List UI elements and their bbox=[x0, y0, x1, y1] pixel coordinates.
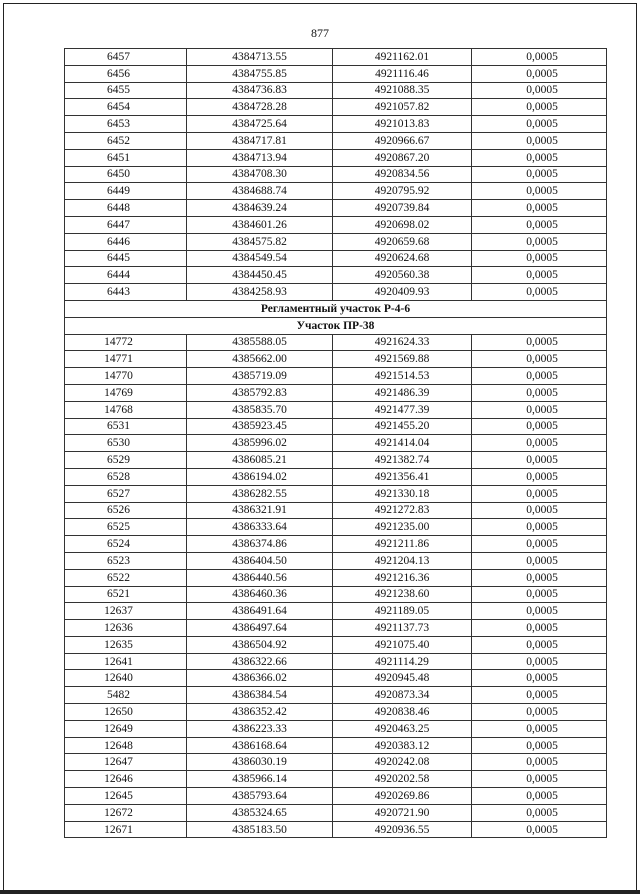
value-cell: 0,0005 bbox=[472, 82, 607, 99]
x-coordinate-cell: 4384713.94 bbox=[187, 149, 333, 166]
subsection-title: Участок ПР-38 bbox=[65, 317, 607, 334]
point-number-cell: 6448 bbox=[65, 200, 187, 217]
point-number-cell: 6528 bbox=[65, 468, 187, 485]
point-number-cell: 6455 bbox=[65, 82, 187, 99]
value-cell: 0,0005 bbox=[472, 620, 607, 637]
point-number-cell: 12647 bbox=[65, 754, 187, 771]
point-number-cell: 6524 bbox=[65, 536, 187, 553]
x-coordinate-cell: 4384688.74 bbox=[187, 183, 333, 200]
value-cell: 0,0005 bbox=[472, 452, 607, 469]
value-cell: 0,0005 bbox=[472, 720, 607, 737]
point-number-cell: 6453 bbox=[65, 116, 187, 133]
point-number-cell: 12646 bbox=[65, 771, 187, 788]
y-coordinate-cell: 4921235.00 bbox=[333, 519, 472, 536]
table-row bbox=[65, 586, 607, 603]
x-coordinate-cell: 4386504.92 bbox=[187, 636, 333, 653]
value-cell: 0,0005 bbox=[472, 670, 607, 687]
table-row bbox=[65, 418, 607, 435]
point-number-cell: 14768 bbox=[65, 401, 187, 418]
x-coordinate-cell: 4384549.54 bbox=[187, 250, 333, 267]
x-coordinate-cell: 4386440.56 bbox=[187, 569, 333, 586]
point-number-cell: 12672 bbox=[65, 804, 187, 821]
x-coordinate-cell: 4384450.45 bbox=[187, 267, 333, 284]
x-coordinate-cell: 4384601.26 bbox=[187, 216, 333, 233]
value-cell: 0,0005 bbox=[472, 233, 607, 250]
table-body-first bbox=[65, 49, 607, 301]
table-row bbox=[65, 132, 607, 149]
x-coordinate-cell: 4386030.19 bbox=[187, 754, 333, 771]
y-coordinate-cell: 4920698.02 bbox=[333, 216, 472, 233]
table-row bbox=[65, 435, 607, 452]
table-row bbox=[65, 603, 607, 620]
table-row bbox=[65, 250, 607, 267]
table-row bbox=[65, 49, 607, 66]
table-row bbox=[65, 65, 607, 82]
y-coordinate-cell: 4921216.36 bbox=[333, 569, 472, 586]
table-row bbox=[65, 552, 607, 569]
y-coordinate-cell: 4921382.74 bbox=[333, 452, 472, 469]
value-cell: 0,0005 bbox=[472, 284, 607, 301]
point-number-cell: 12650 bbox=[65, 704, 187, 721]
table-body-second bbox=[65, 334, 607, 838]
value-cell: 0,0005 bbox=[472, 552, 607, 569]
table-row bbox=[65, 670, 607, 687]
value-cell: 0,0005 bbox=[472, 368, 607, 385]
table-row bbox=[65, 233, 607, 250]
x-coordinate-cell: 4384708.30 bbox=[187, 166, 333, 183]
x-coordinate-cell: 4385835.70 bbox=[187, 401, 333, 418]
x-coordinate-cell: 4386384.54 bbox=[187, 687, 333, 704]
table-row bbox=[65, 351, 607, 368]
y-coordinate-cell: 4921189.05 bbox=[333, 603, 472, 620]
y-coordinate-cell: 4920945.48 bbox=[333, 670, 472, 687]
y-coordinate-cell: 4920202.58 bbox=[333, 771, 472, 788]
x-coordinate-cell: 4385996.02 bbox=[187, 435, 333, 452]
x-coordinate-cell: 4385793.64 bbox=[187, 788, 333, 805]
table-row bbox=[65, 99, 607, 116]
value-cell: 0,0005 bbox=[472, 49, 607, 66]
value-cell: 0,0005 bbox=[472, 519, 607, 536]
x-coordinate-cell: 4385324.65 bbox=[187, 804, 333, 821]
y-coordinate-cell: 4921272.83 bbox=[333, 502, 472, 519]
value-cell: 0,0005 bbox=[472, 687, 607, 704]
table-row bbox=[65, 368, 607, 385]
point-number-cell: 6530 bbox=[65, 435, 187, 452]
table-row bbox=[65, 468, 607, 485]
table-row bbox=[65, 720, 607, 737]
x-coordinate-cell: 4385792.83 bbox=[187, 384, 333, 401]
y-coordinate-cell: 4920269.86 bbox=[333, 788, 472, 805]
point-number-cell: 6443 bbox=[65, 284, 187, 301]
point-number-cell: 6529 bbox=[65, 452, 187, 469]
value-cell: 0,0005 bbox=[472, 737, 607, 754]
value-cell: 0,0005 bbox=[472, 384, 607, 401]
x-coordinate-cell: 4385719.09 bbox=[187, 368, 333, 385]
point-number-cell: 12671 bbox=[65, 821, 187, 838]
value-cell: 0,0005 bbox=[472, 636, 607, 653]
point-number-cell: 14770 bbox=[65, 368, 187, 385]
point-number-cell: 6522 bbox=[65, 569, 187, 586]
value-cell: 0,0005 bbox=[472, 569, 607, 586]
table-row bbox=[65, 620, 607, 637]
x-coordinate-cell: 4385662.00 bbox=[187, 351, 333, 368]
table-row bbox=[65, 485, 607, 502]
bottom-edge bbox=[0, 890, 640, 894]
point-number-cell: 6452 bbox=[65, 132, 187, 149]
y-coordinate-cell: 4920659.68 bbox=[333, 233, 472, 250]
point-number-cell: 6451 bbox=[65, 149, 187, 166]
point-number-cell: 6527 bbox=[65, 485, 187, 502]
x-coordinate-cell: 4384736.83 bbox=[187, 82, 333, 99]
x-coordinate-cell: 4386223.33 bbox=[187, 720, 333, 737]
table-row bbox=[65, 200, 607, 217]
table-row bbox=[65, 704, 607, 721]
y-coordinate-cell: 4921356.41 bbox=[333, 468, 472, 485]
value-cell: 0,0005 bbox=[472, 200, 607, 217]
y-coordinate-cell: 4920936.55 bbox=[333, 821, 472, 838]
y-coordinate-cell: 4921414.04 bbox=[333, 435, 472, 452]
y-coordinate-cell: 4920463.25 bbox=[333, 720, 472, 737]
value-cell: 0,0005 bbox=[472, 418, 607, 435]
value-cell: 0,0005 bbox=[472, 653, 607, 670]
x-coordinate-cell: 4386460.36 bbox=[187, 586, 333, 603]
point-number-cell: 6450 bbox=[65, 166, 187, 183]
x-coordinate-cell: 4384713.55 bbox=[187, 49, 333, 66]
table-row bbox=[65, 334, 607, 351]
table-row bbox=[65, 216, 607, 233]
point-number-cell: 6457 bbox=[65, 49, 187, 66]
table-row bbox=[65, 502, 607, 519]
table-row bbox=[65, 82, 607, 99]
value-cell: 0,0005 bbox=[472, 435, 607, 452]
value-cell: 0,0005 bbox=[472, 771, 607, 788]
table-row bbox=[65, 284, 607, 301]
point-number-cell: 6521 bbox=[65, 586, 187, 603]
table-row bbox=[65, 536, 607, 553]
point-number-cell: 6449 bbox=[65, 183, 187, 200]
x-coordinate-cell: 4386282.55 bbox=[187, 485, 333, 502]
x-coordinate-cell: 4386497.64 bbox=[187, 620, 333, 637]
y-coordinate-cell: 4921204.13 bbox=[333, 552, 472, 569]
value-cell: 0,0005 bbox=[472, 183, 607, 200]
point-number-cell: 5482 bbox=[65, 687, 187, 704]
x-coordinate-cell: 4386168.64 bbox=[187, 737, 333, 754]
page-number: 877 bbox=[311, 26, 329, 40]
table-row bbox=[65, 804, 607, 821]
table-row bbox=[65, 452, 607, 469]
x-coordinate-cell: 4386333.64 bbox=[187, 519, 333, 536]
x-coordinate-cell: 4386322.66 bbox=[187, 653, 333, 670]
table-row bbox=[65, 653, 607, 670]
x-coordinate-cell: 4386404.50 bbox=[187, 552, 333, 569]
table-row bbox=[65, 267, 607, 284]
x-coordinate-cell: 4386366.02 bbox=[187, 670, 333, 687]
table-row bbox=[65, 687, 607, 704]
table-row bbox=[65, 384, 607, 401]
y-coordinate-cell: 4920867.20 bbox=[333, 149, 472, 166]
x-coordinate-cell: 4384725.64 bbox=[187, 116, 333, 133]
y-coordinate-cell: 4921477.39 bbox=[333, 401, 472, 418]
y-coordinate-cell: 4921057.82 bbox=[333, 99, 472, 116]
table-row bbox=[65, 821, 607, 838]
value-cell: 0,0005 bbox=[472, 754, 607, 771]
value-cell: 0,0005 bbox=[472, 351, 607, 368]
point-number-cell: 12635 bbox=[65, 636, 187, 653]
point-number-cell: 6525 bbox=[65, 519, 187, 536]
point-number-cell: 14769 bbox=[65, 384, 187, 401]
table-row bbox=[65, 183, 607, 200]
y-coordinate-cell: 4921114.29 bbox=[333, 653, 472, 670]
y-coordinate-cell: 4921238.60 bbox=[333, 586, 472, 603]
y-coordinate-cell: 4921486.39 bbox=[333, 384, 472, 401]
point-number-cell: 12637 bbox=[65, 603, 187, 620]
y-coordinate-cell: 4921624.33 bbox=[333, 334, 472, 351]
table-row bbox=[65, 149, 607, 166]
value-cell: 0,0005 bbox=[472, 502, 607, 519]
x-coordinate-cell: 4384728.28 bbox=[187, 99, 333, 116]
value-cell: 0,0005 bbox=[472, 166, 607, 183]
table-row bbox=[65, 754, 607, 771]
y-coordinate-cell: 4921116.46 bbox=[333, 65, 472, 82]
point-number-cell: 12649 bbox=[65, 720, 187, 737]
table-row bbox=[65, 737, 607, 754]
value-cell: 0,0005 bbox=[472, 216, 607, 233]
point-number-cell: 6523 bbox=[65, 552, 187, 569]
y-coordinate-cell: 4921514.53 bbox=[333, 368, 472, 385]
x-coordinate-cell: 4386352.42 bbox=[187, 704, 333, 721]
x-coordinate-cell: 4385588.05 bbox=[187, 334, 333, 351]
x-coordinate-cell: 4386194.02 bbox=[187, 468, 333, 485]
x-coordinate-cell: 4386374.86 bbox=[187, 536, 333, 553]
y-coordinate-cell: 4921075.40 bbox=[333, 636, 472, 653]
point-number-cell: 6447 bbox=[65, 216, 187, 233]
value-cell: 0,0005 bbox=[472, 603, 607, 620]
point-number-cell: 6444 bbox=[65, 267, 187, 284]
value-cell: 0,0005 bbox=[472, 334, 607, 351]
y-coordinate-cell: 4921162.01 bbox=[333, 49, 472, 66]
y-coordinate-cell: 4921013.83 bbox=[333, 116, 472, 133]
y-coordinate-cell: 4921211.86 bbox=[333, 536, 472, 553]
value-cell: 0,0005 bbox=[472, 116, 607, 133]
point-number-cell: 14772 bbox=[65, 334, 187, 351]
y-coordinate-cell: 4920242.08 bbox=[333, 754, 472, 771]
value-cell: 0,0005 bbox=[472, 149, 607, 166]
point-number-cell: 14771 bbox=[65, 351, 187, 368]
x-coordinate-cell: 4385966.14 bbox=[187, 771, 333, 788]
x-coordinate-cell: 4384717.81 bbox=[187, 132, 333, 149]
y-coordinate-cell: 4921330.18 bbox=[333, 485, 472, 502]
point-number-cell: 6454 bbox=[65, 99, 187, 116]
value-cell: 0,0005 bbox=[472, 468, 607, 485]
y-coordinate-cell: 4921088.35 bbox=[333, 82, 472, 99]
section-headers bbox=[65, 300, 607, 334]
value-cell: 0,0005 bbox=[472, 821, 607, 838]
x-coordinate-cell: 4384639.24 bbox=[187, 200, 333, 217]
y-coordinate-cell: 4920966.67 bbox=[333, 132, 472, 149]
subsection-header-row bbox=[65, 317, 607, 334]
value-cell: 0,0005 bbox=[472, 704, 607, 721]
value-cell: 0,0005 bbox=[472, 485, 607, 502]
point-number-cell: 12648 bbox=[65, 737, 187, 754]
value-cell: 0,0005 bbox=[472, 250, 607, 267]
y-coordinate-cell: 4921455.20 bbox=[333, 418, 472, 435]
y-coordinate-cell: 4920873.34 bbox=[333, 687, 472, 704]
table-row bbox=[65, 519, 607, 536]
section-title: Регламентный участок Р-4-6 bbox=[65, 300, 607, 317]
point-number-cell: 12641 bbox=[65, 653, 187, 670]
table-row bbox=[65, 116, 607, 133]
y-coordinate-cell: 4920560.38 bbox=[333, 267, 472, 284]
y-coordinate-cell: 4920383.12 bbox=[333, 737, 472, 754]
x-coordinate-cell: 4384755.85 bbox=[187, 65, 333, 82]
value-cell: 0,0005 bbox=[472, 65, 607, 82]
y-coordinate-cell: 4921137.73 bbox=[333, 620, 472, 637]
x-coordinate-cell: 4385183.50 bbox=[187, 821, 333, 838]
table-row bbox=[65, 788, 607, 805]
table-row bbox=[65, 636, 607, 653]
value-cell: 0,0005 bbox=[472, 788, 607, 805]
point-number-cell: 12645 bbox=[65, 788, 187, 805]
point-number-cell: 12636 bbox=[65, 620, 187, 637]
value-cell: 0,0005 bbox=[472, 401, 607, 418]
y-coordinate-cell: 4920624.68 bbox=[333, 250, 472, 267]
x-coordinate-cell: 4386491.64 bbox=[187, 603, 333, 620]
y-coordinate-cell: 4920739.84 bbox=[333, 200, 472, 217]
x-coordinate-cell: 4386085.21 bbox=[187, 452, 333, 469]
point-number-cell: 12640 bbox=[65, 670, 187, 687]
y-coordinate-cell: 4921569.88 bbox=[333, 351, 472, 368]
value-cell: 0,0005 bbox=[472, 99, 607, 116]
value-cell: 0,0005 bbox=[472, 804, 607, 821]
y-coordinate-cell: 4920834.56 bbox=[333, 166, 472, 183]
table-row bbox=[65, 771, 607, 788]
value-cell: 0,0005 bbox=[472, 267, 607, 284]
x-coordinate-cell: 4384575.82 bbox=[187, 233, 333, 250]
table-row bbox=[65, 401, 607, 418]
section-header-row bbox=[65, 300, 607, 317]
x-coordinate-cell: 4385923.45 bbox=[187, 418, 333, 435]
y-coordinate-cell: 4920795.92 bbox=[333, 183, 472, 200]
point-number-cell: 6456 bbox=[65, 65, 187, 82]
y-coordinate-cell: 4920838.46 bbox=[333, 704, 472, 721]
value-cell: 0,0005 bbox=[472, 132, 607, 149]
point-number-cell: 6445 bbox=[65, 250, 187, 267]
value-cell: 0,0005 bbox=[472, 536, 607, 553]
y-coordinate-cell: 4920409.93 bbox=[333, 284, 472, 301]
value-cell: 0,0005 bbox=[472, 586, 607, 603]
x-coordinate-cell: 4384258.93 bbox=[187, 284, 333, 301]
point-number-cell: 6446 bbox=[65, 233, 187, 250]
coordinates-table bbox=[64, 48, 607, 838]
point-number-cell: 6526 bbox=[65, 502, 187, 519]
x-coordinate-cell: 4386321.91 bbox=[187, 502, 333, 519]
point-number-cell: 6531 bbox=[65, 418, 187, 435]
y-coordinate-cell: 4920721.90 bbox=[333, 804, 472, 821]
table-row bbox=[65, 166, 607, 183]
table-row bbox=[65, 569, 607, 586]
